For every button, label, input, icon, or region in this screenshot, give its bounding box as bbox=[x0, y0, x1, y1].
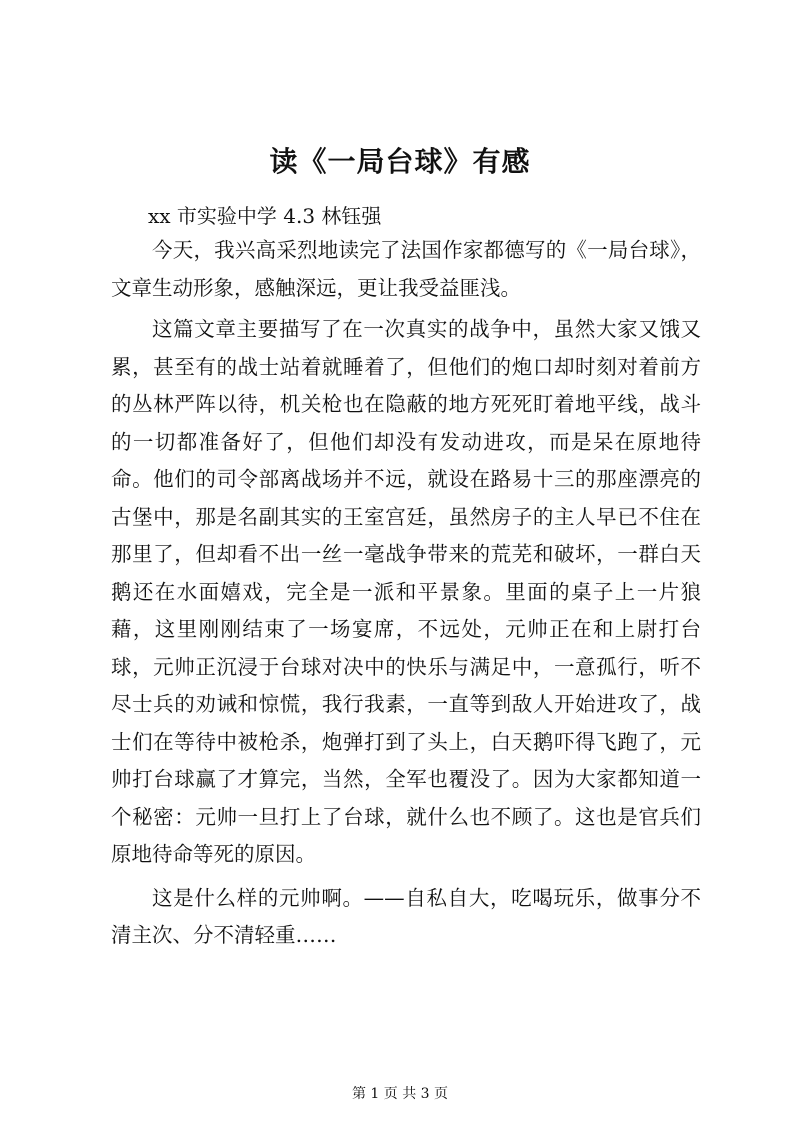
paragraph: 这篇文章主要描写了在一次真实的战争中，虽然大家又饿又累，甚至有的战士站着就睡着了，但他们的炮口却时刻对着前方的丛林严阵以待，机关枪也在隐蔽的地方死死盯着地平线，战斗的一切都准备好了，但他们却没有发动进攻，而是呆在原地待命。他们的司令部离战场并不远，就设在路易十三的那座漂亮的古堡中，那是名副其实的王室宫廷，虽然房子的主人早已不住在那里了，但却看不出一丝一毫战争带来的荒芜和破坏，一群白天鹅还在水面嬉戏，完全是一派和平景象。里面的桌子上一片狼藉，这里刚刚结束了一场宴席，不远处，元帅正在和上尉打台球，元帅正沉浸于台球对决中的快乐与满足中，一意孤行，听不尽士兵的劝诫和惊慌，我行我素，一直等到敌人开始进攻了，战士们在等待中被枪杀，炮弹打到了头上，白天鹅吓得飞跑了，元帅打台球赢了才算完，当然，全军也覆没了。因为大家都知道一个秘密：元帅一旦打上了台球，就什么也不顾了。这也是官兵们原地待命等死的原因。 bbox=[111, 317, 701, 866]
document-title: 读《一局台球》有感 bbox=[269, 145, 531, 178]
page-footer: 第 1 页 共 3 页 bbox=[351, 1086, 449, 1102]
paragraph: 这是什么样的元帅啊。——自私自大，吃喝玩乐，做事分不清主次、分不清轻重…… bbox=[111, 885, 701, 947]
author-line: xx 市实验中学 4.3 林钰强 bbox=[148, 204, 382, 228]
document-body bbox=[111, 232, 701, 955]
paragraph: 今天，我兴高采烈地读完了法国作家都德写的《一局台球》，文章生动形象，感触深远，更让我受益匪浅。 bbox=[111, 238, 701, 300]
